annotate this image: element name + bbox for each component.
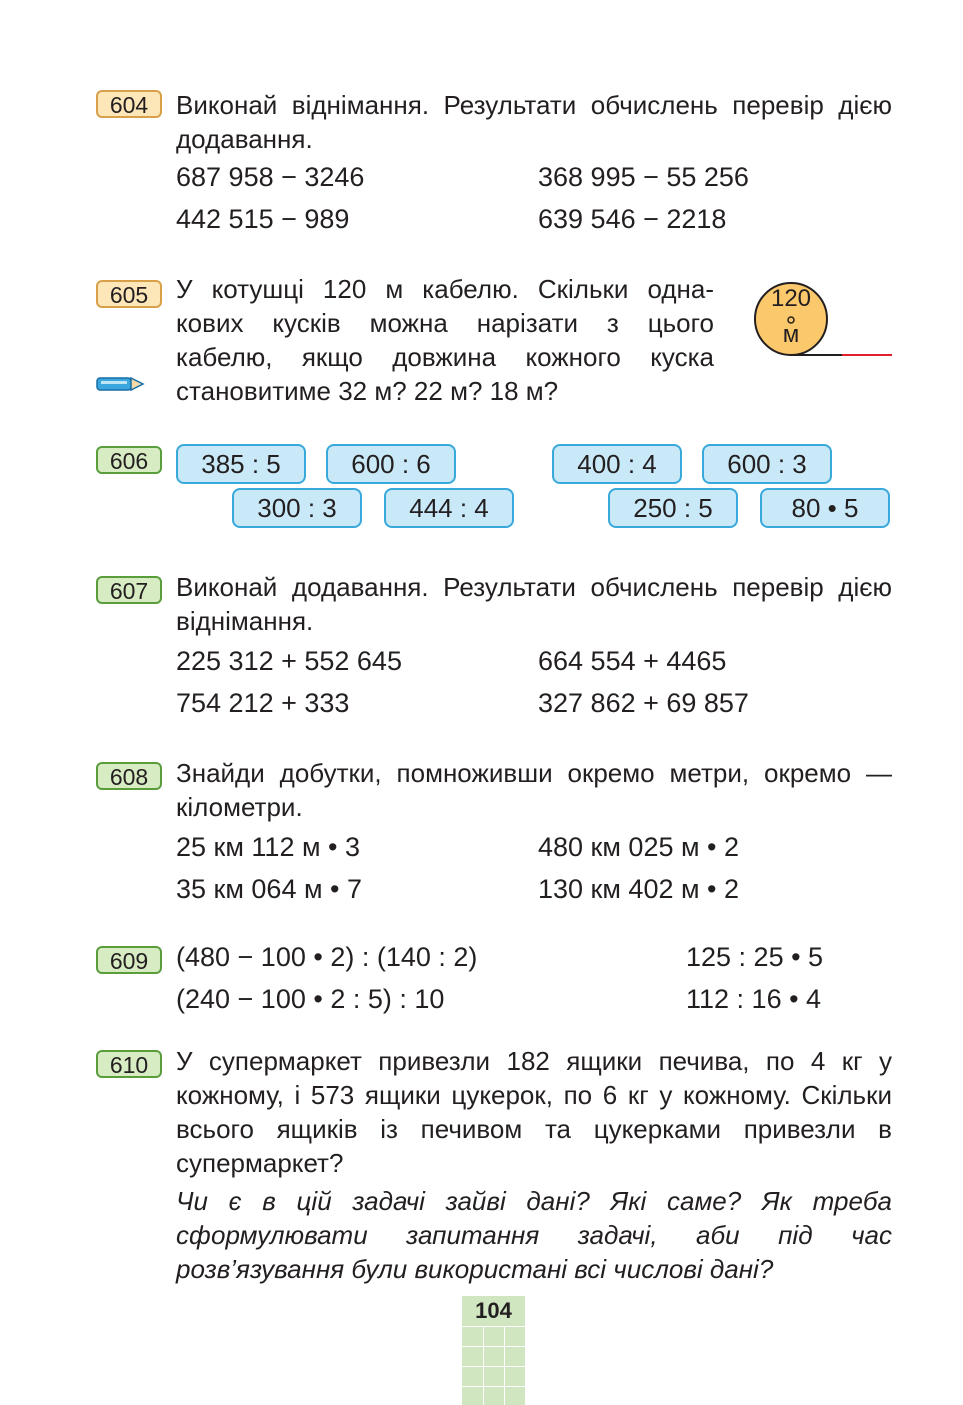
- grid-line: [483, 1326, 484, 1405]
- expression: 480 км 025 м • 2: [538, 832, 740, 862]
- expression: 125 : 25 • 5: [686, 942, 824, 972]
- problem-number-badge: 604: [96, 90, 162, 118]
- problem-text-line: У котушці 120 м кабелю. Скільки одна-: [176, 274, 714, 304]
- expression: 664 554 + 4465: [538, 646, 727, 676]
- page-number: 104: [475, 1298, 512, 1323]
- expression: 327 862 + 69 857: [538, 688, 749, 718]
- expression: 25 км 112 м • 3: [176, 832, 360, 862]
- problem-number-badge: 608: [96, 762, 162, 790]
- problem-question: Чи є в цій задачі зайві дані? Які саме? Як треба сформулювати запитання задачі, аби під час розв’язування були використані всі числові дані?: [176, 1186, 892, 1284]
- expression: 112 : 16 • 4: [686, 984, 822, 1014]
- problem-606: [96, 444, 892, 536]
- expression: 130 км 402 м • 2: [538, 874, 740, 904]
- expression: 368 995 − 55 256: [538, 162, 749, 192]
- expression-card: 600 : 6: [326, 444, 456, 484]
- problem-605: [96, 272, 892, 412]
- problem-604: [96, 88, 892, 248]
- problem-609: [96, 940, 892, 1024]
- problem-number-badge: 610: [96, 1050, 162, 1078]
- expression: 687 958 − 3246: [176, 162, 365, 192]
- spool-length-label: 120: [770, 285, 812, 312]
- spool-unit-label: м: [782, 321, 800, 348]
- expression: (240 − 100 • 2 : 5) : 10: [176, 984, 445, 1014]
- problem-text-line: кабелю, якщо довжина кожного куска: [176, 342, 714, 372]
- grid-line: [504, 1326, 505, 1405]
- expression-card: 250 : 5: [608, 488, 738, 528]
- expression: 225 312 + 552 645: [176, 646, 402, 676]
- expression-card: 385 : 5: [176, 444, 306, 484]
- problem-text: Виконай віднімання. Результати обчислень перевір дією додавання.: [176, 90, 892, 154]
- expression-card: 400 : 4: [552, 444, 682, 484]
- problem-608: [96, 756, 892, 916]
- expression: 639 546 − 2218: [538, 204, 727, 234]
- expression-card: 300 : 3: [232, 488, 362, 528]
- page-number-tab: [462, 1296, 525, 1405]
- expression: (480 − 100 • 2) : (140 : 2): [176, 942, 478, 972]
- expression-card: 600 : 3: [702, 444, 832, 484]
- problem-text-line: становитиме 32 м? 22 м? 18 м?: [176, 376, 559, 406]
- expression: 35 км 064 м • 7: [176, 874, 362, 904]
- problem-text-line: кових кусків можна нарізати з цього: [176, 308, 714, 338]
- problem-number-badge: 607: [96, 576, 162, 604]
- grid-line: [462, 1366, 525, 1367]
- problem-607: [96, 570, 892, 730]
- problem-text: Виконай додавання. Результати обчислень перевір дією віднімання.: [176, 572, 892, 636]
- problem-610: [96, 1044, 892, 1284]
- grid-line: [462, 1326, 525, 1327]
- expression: 442 515 − 989: [176, 204, 350, 234]
- grid-line: [462, 1386, 525, 1387]
- problem-number-badge: 606: [96, 446, 162, 474]
- problem-number-badge: 609: [96, 946, 162, 974]
- problem-text: Знайди добутки, помноживши окремо метри, окремо — кілометри.: [176, 758, 892, 822]
- grid-line: [462, 1346, 525, 1347]
- expression-card: 80 • 5: [760, 488, 890, 528]
- cable-spool: [754, 282, 894, 358]
- problem-number-badge: 605: [96, 280, 162, 308]
- problem-text: У супермаркет привезли 182 ящики печива, по 4 кг у кожному, і 573 ящики цукерок, по 6 кг у кожному. Скільки всього ящиків із печивом та цукерками привезли в супермаркет?: [176, 1046, 892, 1178]
- expression-card: 444 : 4: [384, 488, 514, 528]
- pencil-icon: [96, 375, 146, 393]
- expression: 754 212 + 333: [176, 688, 350, 718]
